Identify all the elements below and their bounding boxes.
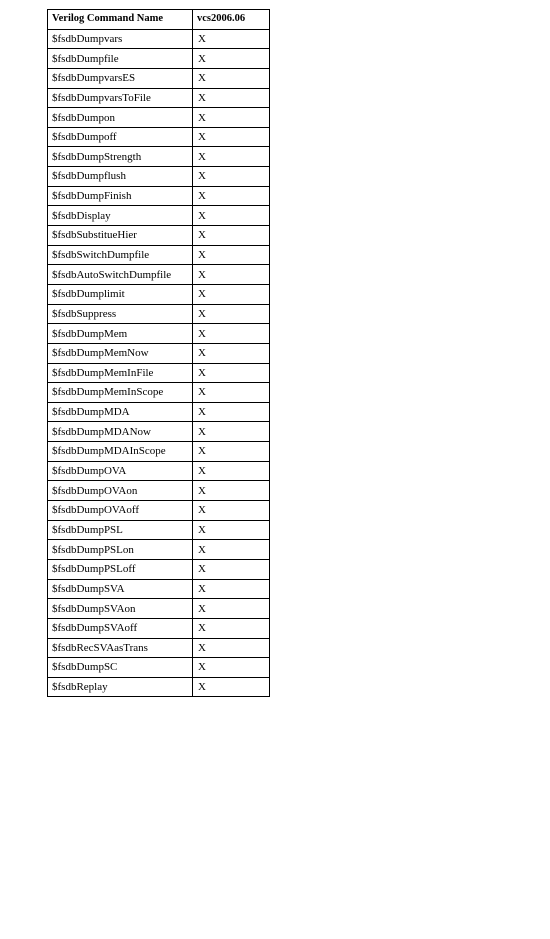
table-row [48, 68, 270, 88]
support-mark-cell: X [193, 29, 270, 49]
support-mark-cell: X [193, 658, 270, 678]
command-name-cell: $fsdbDumpMDAInScope [48, 442, 193, 462]
table-row [48, 49, 270, 69]
support-mark-cell: X [193, 579, 270, 599]
command-name-cell: $fsdbDisplay [48, 206, 193, 226]
table-row [48, 677, 270, 697]
command-name-cell: $fsdbSuppress [48, 304, 193, 324]
command-name-cell: $fsdbDumpon [48, 108, 193, 128]
command-name-cell: $fsdbSwitchDumpfile [48, 245, 193, 265]
table-row [48, 147, 270, 167]
table-header [48, 10, 270, 30]
command-name-cell: $fsdbDumpoff [48, 127, 193, 147]
table-row [48, 167, 270, 187]
support-mark-cell: X [193, 638, 270, 658]
table-row [48, 226, 270, 246]
support-mark-cell: X [193, 245, 270, 265]
table-row [48, 206, 270, 226]
table-row [48, 559, 270, 579]
support-mark-cell: X [193, 304, 270, 324]
command-name-cell: $fsdbDumpvarsES [48, 68, 193, 88]
command-name-cell: $fsdbSubstitueHier [48, 226, 193, 246]
support-mark-cell: X [193, 49, 270, 69]
support-mark-cell: X [193, 68, 270, 88]
support-mark-cell: X [193, 501, 270, 521]
support-mark-cell: X [193, 618, 270, 638]
support-mark-cell: X [193, 186, 270, 206]
table-row [48, 402, 270, 422]
table-row [48, 245, 270, 265]
command-name-cell: $fsdbDumpPSLon [48, 540, 193, 560]
command-name-cell: $fsdbDumpSVAoff [48, 618, 193, 638]
command-name-cell: $fsdbDumpMemNow [48, 343, 193, 363]
support-mark-cell: X [193, 383, 270, 403]
table-row [48, 343, 270, 363]
support-mark-cell: X [193, 599, 270, 619]
command-name-cell: $fsdbDumpSC [48, 658, 193, 678]
command-name-cell: $fsdbDumpflush [48, 167, 193, 187]
support-mark-cell: X [193, 422, 270, 442]
table-row [48, 638, 270, 658]
support-mark-cell: X [193, 461, 270, 481]
command-name-cell: $fsdbDumpvarsToFile [48, 88, 193, 108]
table-row [48, 501, 270, 521]
table-row [48, 481, 270, 501]
header-command-name: Verilog Command Name [48, 10, 193, 30]
table-row [48, 186, 270, 206]
table-row [48, 442, 270, 462]
support-mark-cell: X [193, 540, 270, 560]
table-row [48, 88, 270, 108]
command-name-cell: $fsdbDumpPSL [48, 520, 193, 540]
command-name-cell: $fsdbDumplimit [48, 284, 193, 304]
command-name-cell: $fsdbDumpvars [48, 29, 193, 49]
command-name-cell: $fsdbDumpMem [48, 324, 193, 344]
command-name-cell: $fsdbDumpfile [48, 49, 193, 69]
header-row [48, 10, 270, 30]
command-name-cell: $fsdbAutoSwitchDumpfile [48, 265, 193, 285]
table-row [48, 127, 270, 147]
command-name-cell: $fsdbDumpOVAon [48, 481, 193, 501]
table-row [48, 324, 270, 344]
command-name-cell: $fsdbDumpMDANow [48, 422, 193, 442]
support-mark-cell: X [193, 226, 270, 246]
command-name-cell: $fsdbDumpMemInScope [48, 383, 193, 403]
support-mark-cell: X [193, 559, 270, 579]
table-row [48, 108, 270, 128]
table-row [48, 284, 270, 304]
table-row [48, 29, 270, 49]
support-mark-cell: X [193, 402, 270, 422]
table-row [48, 304, 270, 324]
command-name-cell: $fsdbReplay [48, 677, 193, 697]
support-mark-cell: X [193, 167, 270, 187]
support-mark-cell: X [193, 677, 270, 697]
command-name-cell: $fsdbDumpPSLoff [48, 559, 193, 579]
table-row [48, 599, 270, 619]
table-row [48, 540, 270, 560]
table-body [48, 29, 270, 697]
command-name-cell: $fsdbDumpSVAon [48, 599, 193, 619]
support-mark-cell: X [193, 324, 270, 344]
table-row [48, 658, 270, 678]
table-row [48, 383, 270, 403]
table-row [48, 520, 270, 540]
command-name-cell: $fsdbDumpOVA [48, 461, 193, 481]
table-row [48, 579, 270, 599]
command-name-cell: $fsdbDumpSVA [48, 579, 193, 599]
support-mark-cell: X [193, 363, 270, 383]
command-name-cell: $fsdbDumpMDA [48, 402, 193, 422]
support-mark-cell: X [193, 343, 270, 363]
command-name-cell: $fsdbDumpMemInFile [48, 363, 193, 383]
table-row [48, 265, 270, 285]
support-mark-cell: X [193, 147, 270, 167]
support-mark-cell: X [193, 206, 270, 226]
command-name-cell: $fsdbDumpStrength [48, 147, 193, 167]
command-name-cell: $fsdbRecSVAasTrans [48, 638, 193, 658]
support-mark-cell: X [193, 265, 270, 285]
table-row [48, 618, 270, 638]
command-support-table [47, 9, 270, 697]
support-mark-cell: X [193, 442, 270, 462]
support-mark-cell: X [193, 88, 270, 108]
support-mark-cell: X [193, 481, 270, 501]
table-row [48, 461, 270, 481]
support-mark-cell: X [193, 520, 270, 540]
support-mark-cell: X [193, 284, 270, 304]
table-row [48, 363, 270, 383]
command-name-cell: $fsdbDumpOVAoff [48, 501, 193, 521]
support-mark-cell: X [193, 127, 270, 147]
document-page [47, 9, 270, 697]
header-vcs-version: vcs2006.06 [193, 10, 270, 30]
command-name-cell: $fsdbDumpFinish [48, 186, 193, 206]
table-row [48, 422, 270, 442]
support-mark-cell: X [193, 108, 270, 128]
